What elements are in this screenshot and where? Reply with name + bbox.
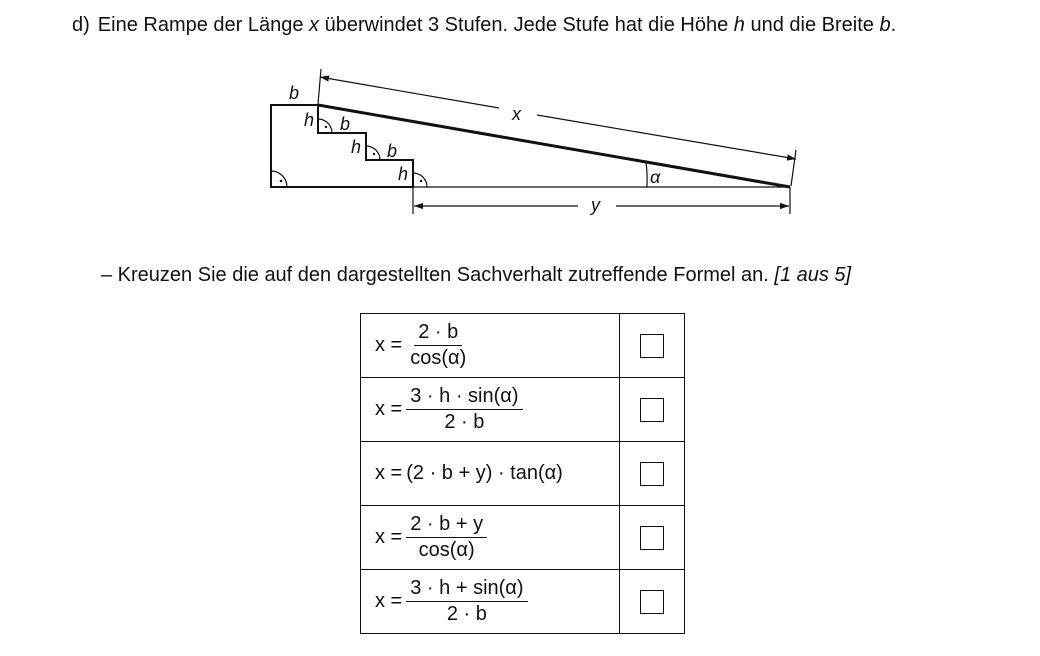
answer-checkbox[interactable] bbox=[640, 334, 664, 358]
instruction-text: – Kreuzen Sie die auf den dargestellten Sachverhalt zutreffende Formel an. bbox=[101, 264, 769, 286]
answer-table bbox=[360, 313, 685, 634]
formula-cell bbox=[361, 506, 620, 570]
formula-cell bbox=[361, 442, 620, 506]
fraction bbox=[406, 321, 470, 370]
variable-text: h bbox=[733, 14, 745, 36]
checkbox-cell bbox=[620, 570, 685, 634]
answer-checkbox[interactable] bbox=[640, 590, 664, 614]
task-label: d) bbox=[72, 14, 90, 36]
alpha-angle-arc bbox=[646, 162, 647, 187]
formula-lhs: x = bbox=[375, 462, 403, 484]
label-b-top: b bbox=[289, 83, 300, 103]
formula bbox=[371, 513, 619, 562]
label-b-step1: b bbox=[340, 114, 351, 134]
numerator: 2 · b + y bbox=[406, 513, 487, 538]
formula bbox=[371, 321, 619, 370]
answer-row bbox=[361, 442, 685, 506]
statement-text: und die Breite bbox=[744, 14, 880, 36]
x-dimension-line-left bbox=[320, 77, 499, 108]
formula bbox=[371, 462, 619, 485]
statement-text: Eine Rampe der Länge bbox=[97, 14, 310, 36]
x-extension-left bbox=[318, 69, 321, 104]
checkbox-cell bbox=[620, 378, 685, 442]
formula-lhs: x = bbox=[375, 526, 403, 548]
label-h-step1: h bbox=[304, 110, 315, 130]
label-alpha: α bbox=[650, 167, 661, 187]
checkbox-cell bbox=[620, 442, 685, 506]
numerator: 3 · h · sin(α) bbox=[406, 385, 522, 410]
statement-text: überwindet 3 Stufen. Jede Stufe hat die Höhe bbox=[319, 14, 734, 36]
formula-cell bbox=[361, 314, 620, 378]
denominator: 2 · b bbox=[444, 411, 485, 433]
variable-text: b bbox=[879, 14, 891, 36]
formula-lhs: x = bbox=[375, 590, 403, 612]
numerator: 3 · h + sin(α) bbox=[406, 577, 527, 602]
answer-checkbox[interactable] bbox=[640, 462, 664, 486]
checkbox-cell bbox=[620, 314, 685, 378]
label-x: x bbox=[512, 104, 521, 124]
formula-rhs: (2 · b + y) · tan(α) bbox=[406, 462, 563, 484]
formula-lhs: x = bbox=[375, 398, 403, 420]
denominator: 2 · b bbox=[446, 603, 487, 625]
formula-cell bbox=[361, 570, 620, 634]
fraction bbox=[406, 385, 522, 434]
formula bbox=[371, 385, 619, 434]
fraction bbox=[406, 577, 527, 626]
formula-cell bbox=[361, 378, 620, 442]
answer-row bbox=[361, 314, 685, 378]
x-dimension-line-right bbox=[537, 115, 796, 159]
answer-row bbox=[361, 570, 685, 634]
numerator: 2 · b bbox=[414, 321, 462, 346]
right-angle-mark-wall bbox=[271, 171, 287, 187]
label-h-step2: h bbox=[351, 137, 362, 157]
ramp-figure bbox=[0, 0, 1040, 240]
denominator: cos(α) bbox=[418, 539, 475, 561]
right-angle-mark-step2 bbox=[366, 146, 380, 160]
answer-checkbox[interactable] bbox=[640, 398, 664, 422]
answer-row bbox=[361, 378, 685, 442]
formula bbox=[371, 577, 619, 626]
instruction bbox=[101, 264, 851, 287]
formula-lhs: x = bbox=[375, 334, 403, 356]
denominator: cos(α) bbox=[410, 347, 467, 369]
answer-checkbox[interactable] bbox=[640, 526, 664, 550]
label-y: y bbox=[591, 195, 600, 215]
answer-row bbox=[361, 506, 685, 570]
statement-text: . bbox=[890, 14, 897, 36]
x-extension-right bbox=[791, 150, 796, 186]
right-angle-mark-step3 bbox=[413, 173, 427, 187]
instruction-note: [1 aus 5] bbox=[774, 264, 852, 286]
right-angle-mark-step1 bbox=[318, 119, 332, 133]
variable-text: x bbox=[309, 14, 320, 36]
checkbox-cell bbox=[620, 506, 685, 570]
label-b-step2: b bbox=[387, 141, 398, 161]
fraction bbox=[406, 513, 487, 562]
label-h-step3: h bbox=[398, 164, 409, 184]
